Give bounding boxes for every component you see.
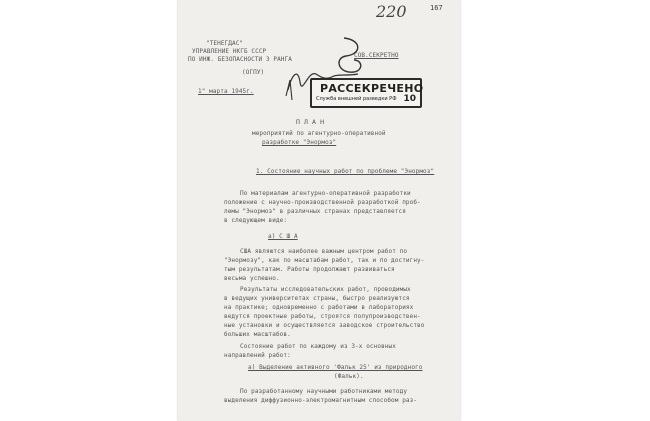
header-date: 1" марта 1945г. — [198, 88, 254, 95]
stamp-number: 10 — [403, 94, 416, 104]
header-org-line4: (ОГПУ) — [242, 69, 265, 76]
p3-line5: ные установки и осуществляется заводское строительство — [224, 322, 425, 329]
plan-title-line2: разработке "Энормоз" — [262, 139, 337, 146]
page-number-handwritten: 220 — [376, 2, 407, 21]
section-heading: 1. Состояние научных работ по проблеме "Энормоз" — [256, 168, 435, 175]
sub1-line2: (Фальк). — [334, 373, 364, 380]
page-number-small: 167 — [430, 4, 443, 12]
p3-line6: больших масштабов. — [224, 331, 291, 338]
p3-line4: ведутся проектные работы, строятся полупроизводствен- — [224, 313, 421, 320]
p1-line2: положение с научно-производственной разработкой проб- — [224, 199, 421, 206]
p5-line1: По разработанному научными работниками методу — [240, 388, 408, 395]
p3-line2: в ведущих университетах страны, быстро реализуются — [224, 295, 410, 302]
p2-line1: США являются наиболее важным центром работ по — [240, 248, 408, 255]
document-page — [178, 0, 460, 421]
p2-line2: "Энормозу", как по масштабам работ, так и по достигну- — [224, 257, 425, 264]
header-org-line1: "ТЕНЕГДАС" — [206, 40, 244, 47]
p1-line1: По материалам агентурно-оперативной разработки — [240, 190, 411, 197]
p3-line3: на практике; одновременно с работами в лабораториях — [224, 304, 414, 311]
p4-line1: Состояние работ по каждому из 3-х основных — [240, 343, 396, 350]
plan-title: П Л А Н — [296, 118, 325, 126]
p4-line2: направлений работ: — [224, 352, 291, 359]
stamp-sub-text: Служба внешней разведки РФ — [316, 96, 397, 102]
p2-line4: весьма успешно. — [224, 275, 280, 282]
declassified-stamp — [310, 78, 422, 108]
p5-line2: выделения диффузионно-электромагнитным способом раз- — [224, 397, 418, 404]
header-org-line2: УПРАВЛЕНИЕ НКГБ СССР — [192, 48, 267, 55]
country-heading: а) С Ш А — [268, 233, 298, 240]
p3-line1: Результаты исследовательских работ, проводимых — [240, 286, 411, 293]
p1-line4: в следующем виде: — [224, 217, 288, 224]
p1-line3: лемы "Энормоз" в различных странах представляется — [224, 208, 406, 215]
header-org-line3: ПО ИНЖ. БЕЗОПАСНОСТИ 3 РАНГА — [188, 56, 292, 63]
classification-label: СОВ.СЕКРЕТНО — [354, 52, 399, 59]
stamp-main-text: РАССЕКРЕЧЕНО — [320, 82, 424, 95]
sub1-line1: а) Выделение активного 'Фальк 25' из природного — [248, 364, 423, 371]
plan-title-line1: мероприятий по агентурно-оперативной — [252, 130, 386, 137]
p2-line3: тым результатам. Работы продолжают развиваться — [224, 266, 395, 273]
